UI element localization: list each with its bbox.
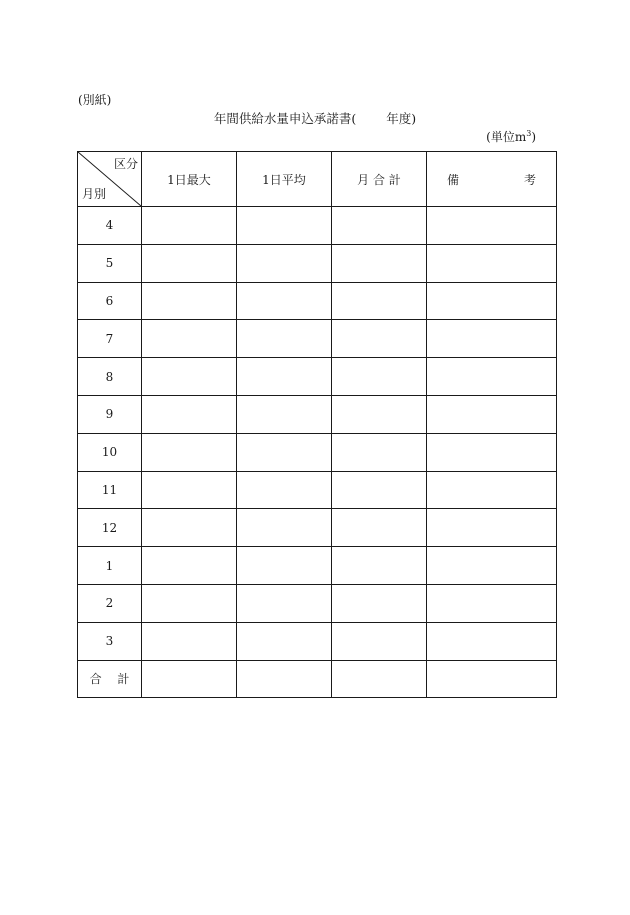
cell-daily-avg[interactable] [237,509,332,547]
cell-daily-max[interactable] [142,547,237,585]
table-row [78,622,557,660]
table-row [78,433,557,471]
table-row [78,509,557,547]
unit-note [486,128,536,145]
cell-monthly-total[interactable] [332,207,427,245]
cell-remarks[interactable] [427,471,557,509]
total-cell-daily-avg[interactable] [237,660,332,698]
cell-daily-max[interactable] [142,395,237,433]
total-cell-daily-max[interactable] [142,660,237,698]
month-label: 10 [78,433,142,471]
cell-remarks[interactable] [427,433,557,471]
cell-monthly-total[interactable] [332,547,427,585]
cell-monthly-total[interactable] [332,584,427,622]
cell-daily-avg[interactable] [237,207,332,245]
cell-daily-max[interactable] [142,320,237,358]
cell-daily-avg[interactable] [237,433,332,471]
col-header-daily-max: 1日最大 [142,152,237,207]
total-label: 合 計 [78,660,142,698]
corner-header-cell [78,152,142,207]
cell-daily-avg[interactable] [237,358,332,396]
col-header-remarks [427,152,557,207]
total-row [78,660,557,698]
cell-daily-max[interactable] [142,244,237,282]
corner-label-month: 月別 [82,187,107,201]
month-label: 12 [78,509,142,547]
cell-daily-avg[interactable] [237,282,332,320]
cell-monthly-total[interactable] [332,395,427,433]
cell-daily-avg[interactable] [237,547,332,585]
unit-prefix: (単位m [486,130,527,144]
table-row [78,471,557,509]
month-label: 9 [78,395,142,433]
month-label: 11 [78,471,142,509]
title-tail: 年度) [386,111,417,126]
cell-daily-max[interactable] [142,207,237,245]
cell-daily-max[interactable] [142,358,237,396]
unit-exponent: 3 [526,129,532,138]
total-cell-monthly-total[interactable] [332,660,427,698]
table-row [78,547,557,585]
cell-daily-max[interactable] [142,584,237,622]
cell-remarks[interactable] [427,509,557,547]
table-header-row [78,152,557,207]
cell-remarks[interactable] [427,244,557,282]
cell-monthly-total[interactable] [332,509,427,547]
total-cell-remarks[interactable] [427,660,557,698]
cell-monthly-total[interactable] [332,622,427,660]
month-label: 1 [78,547,142,585]
cell-remarks[interactable] [427,358,557,396]
table-row [78,320,557,358]
cell-daily-avg[interactable] [237,244,332,282]
cell-monthly-total[interactable] [332,282,427,320]
corner-label-category: 区分 [113,157,138,171]
col-header-monthly-total: 月 合 計 [332,152,427,207]
table-row [78,244,557,282]
unit-suffix: ) [531,130,536,144]
month-label: 2 [78,584,142,622]
title-main: 年間供給水量申込承諾書( [213,111,357,126]
cell-remarks[interactable] [427,207,557,245]
cell-daily-max[interactable] [142,509,237,547]
cell-remarks[interactable] [427,395,557,433]
remarks-left: 備 [447,172,460,187]
month-label: 8 [78,358,142,396]
table-row [78,395,557,433]
cell-daily-max[interactable] [142,471,237,509]
table-row [78,584,557,622]
cell-monthly-total[interactable] [332,433,427,471]
cell-daily-avg[interactable] [237,395,332,433]
month-label: 3 [78,622,142,660]
table-row [78,282,557,320]
cell-monthly-total[interactable] [332,244,427,282]
cell-daily-max[interactable] [142,282,237,320]
cell-daily-avg[interactable] [237,471,332,509]
cell-remarks[interactable] [427,547,557,585]
col-header-daily-avg: 1日平均 [237,152,332,207]
month-label: 6 [78,282,142,320]
cell-monthly-total[interactable] [332,471,427,509]
cell-daily-max[interactable] [142,622,237,660]
month-label: 5 [78,244,142,282]
cell-monthly-total[interactable] [332,358,427,396]
cell-remarks[interactable] [427,622,557,660]
cell-daily-avg[interactable] [237,622,332,660]
remarks-right: 考 [523,172,536,187]
cell-remarks[interactable] [427,584,557,622]
table-row [78,207,557,245]
cell-daily-avg[interactable] [237,320,332,358]
cell-monthly-total[interactable] [332,320,427,358]
document-title [0,109,630,127]
month-label: 7 [78,320,142,358]
cell-remarks[interactable] [427,320,557,358]
cell-daily-max[interactable] [142,433,237,471]
cell-remarks[interactable] [427,282,557,320]
month-label: 4 [78,207,142,245]
table-row [78,358,557,396]
water-supply-table [77,151,557,698]
annex-label: (別紙) [78,93,112,107]
cell-daily-avg[interactable] [237,584,332,622]
